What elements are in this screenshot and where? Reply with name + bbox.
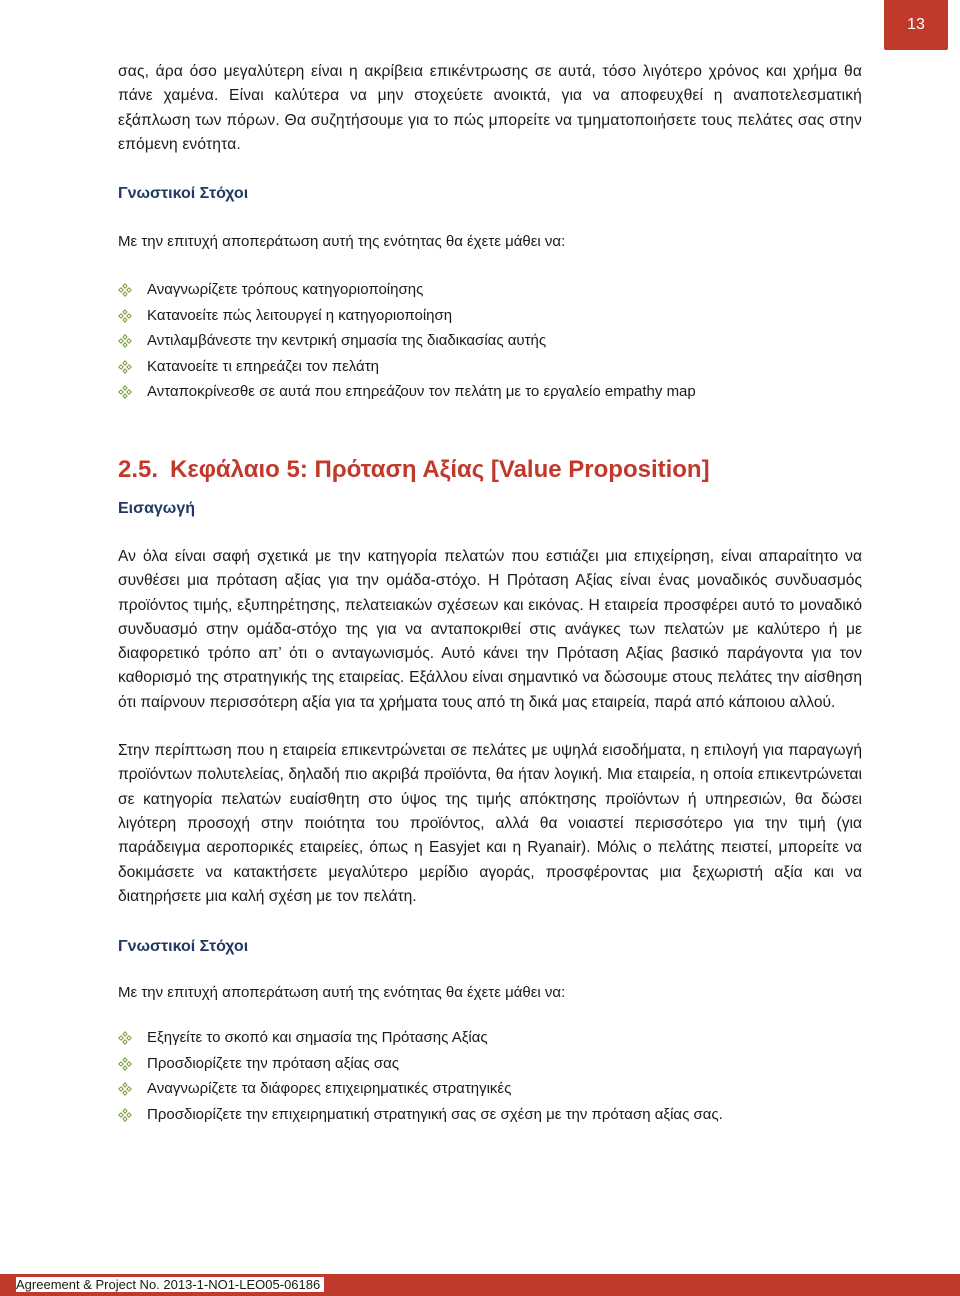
chapter-paragraph-2: Στην περίπτωση που η εταιρεία επικεντρώνεται σε πελάτες με υψηλά εισοδήματα, η επιλογή για παραγωγή προϊόντων πολυτελείας, δηλαδή πιο ακριβά προϊόντα, θα ήταν λογική. Μια εταιρεία, η οποία επικεντρώνεται σε κατηγορία πελατών ευαίσθητη στο ύψος της τιμής απόκτησης προϊόντων ή υπηρεσιών, θα δώσει λιγότερη προσοχή στην ποιότητα του προϊόντος, αλλά θα νοιαστεί περισσότερο για την τιμή (για παράδειγμα αεροπορικές εταιρείες, όπως η Easyjet και η Ryanair). Μόλις ο πελάτης πειστεί, μπορείτε να δοκιμάσετε να κατακτήσετε μεγαλύτερο μερίδιο αγοράς, προσφέροντας μια ξεχωριστή αξία και να διατηρήσετε μια καλή σχέση με τον πελάτη. bbox=[118, 742, 862, 905]
objectives-2-title: Γνωστικοί Στόχοι bbox=[118, 938, 249, 956]
four-diamond-bullet-icon bbox=[118, 385, 132, 399]
four-diamond-bullet-icon bbox=[118, 1057, 132, 1071]
page-number-tab bbox=[884, 0, 948, 50]
chapter-number: 2.5. bbox=[118, 455, 159, 483]
chapter-title-text: Κεφάλαιο 5: Πρόταση Αξίας [Value Proposition] bbox=[170, 455, 710, 483]
four-diamond-bullet-icon bbox=[118, 1108, 132, 1122]
list-item: Προσδιορίζετε την πρόταση αξίας σας bbox=[118, 1051, 862, 1077]
list-item: Αναγνωρίζετε τα διάφορες επιχειρηματικές στρατηγικές bbox=[118, 1076, 862, 1102]
footer-agreement-text: Agreement & Project No. 2013-1-NO1-LEO05-06186 bbox=[16, 1277, 324, 1292]
objectives-1-title: Γνωστικοί Στόχοι bbox=[118, 185, 249, 203]
four-diamond-bullet-icon bbox=[118, 1031, 132, 1045]
four-diamond-bullet-icon bbox=[118, 283, 132, 297]
objectives-1-list bbox=[118, 277, 862, 405]
objectives-2-list bbox=[118, 1025, 862, 1127]
list-item: Εξηγείτε το σκοπό και σημασία της Πρότασης Αξίας bbox=[118, 1025, 862, 1051]
list-item: Αναγνωρίζετε τρόπους κατηγοριοποίησης bbox=[118, 277, 862, 303]
four-diamond-bullet-icon bbox=[118, 360, 132, 374]
four-diamond-bullet-icon bbox=[118, 334, 132, 348]
objectives-2-lead: Με την επιτυχή αποπεράτωση αυτή της ενότητας θα έχετε μάθει να: bbox=[118, 984, 566, 1002]
chapter-intro-heading: Εισαγωγή bbox=[118, 499, 195, 517]
four-diamond-bullet-icon bbox=[118, 309, 132, 323]
list-item: Προσδιορίζετε την επιχειρηματική στρατηγική σας σε σχέση με την πρόταση αξίας σας. bbox=[118, 1102, 862, 1128]
list-item: Κατανοείτε πώς λειτουργεί η κατηγοριοποίηση bbox=[118, 303, 862, 329]
page-number: 13 bbox=[907, 16, 925, 33]
list-item: Αντιλαμβάνεστε την κεντρική σημασία της διαδικασίας αυτής bbox=[118, 328, 862, 354]
objectives-1-lead: Με την επιτυχή αποπεράτωση αυτή της ενότητας θα έχετε μάθει να: bbox=[118, 233, 566, 251]
chapter-title bbox=[118, 455, 862, 485]
page-content bbox=[118, 60, 862, 1127]
list-item: Ανταποκρίνεσθε σε αυτά που επηρεάζουν τον πελάτη με το εργαλείο empathy map bbox=[118, 379, 862, 405]
list-item: Κατανοείτε τι επηρεάζει τον πελάτη bbox=[118, 354, 862, 380]
four-diamond-bullet-icon bbox=[118, 1082, 132, 1096]
intro-paragraph: σας, άρα όσο μεγαλύτερη είναι η ακρίβεια επικέντρωσης σε αυτά, τόσο λιγότερο χρόνος και χρήμα θα πάνε χαμένα. Είναι καλύτερα να μην στοχεύετε ανοικτά, για να αποφευχθεί η αναποτελεσματική εξάπλωση των πόρων. Θα συζητήσουμε για το πώς μπορείτε να τμηματοποιήσετε τους πελάτες σας στην επόμενη ενότητα. bbox=[118, 63, 862, 153]
chapter-paragraph-1: Αν όλα είναι σαφή σχετικά με την κατηγορία πελατών που εστιάζει μια επιχείρηση, είναι απαραίτητο να συνθέσει μια πρόταση αξίας για την ομάδα-στόχο. Η Πρόταση Αξίας είναι ένας μοναδικός συνδυασμός προϊόντος τιμής, εξυπηρέτησης, πελατειακών σχέσεων και εικόνας. Η εταιρεία προσφέρει αυτό το μοναδικό συνδυασμό στην ομάδα-στόχο της για να ανταποκριθεί στις ανάγκες των πελατών με καλύτερο ή με διαφορετικό τρόπο απ’ ότι ο ανταγωνισμός. Αυτό κάνει την Πρόταση Αξίας βασικό παράγοντα για τον καθορισμό της στρατηγικής της εταιρείας. Εξάλλου είναι σημαντικό να δώσουμε στους πελάτες την αίσθηση ότι παίρνουν περισσότερη αξία για τα χρήματα τους από τη δικά μας εταιρεία, παρά από κάποιου αλλού. bbox=[118, 547, 862, 711]
